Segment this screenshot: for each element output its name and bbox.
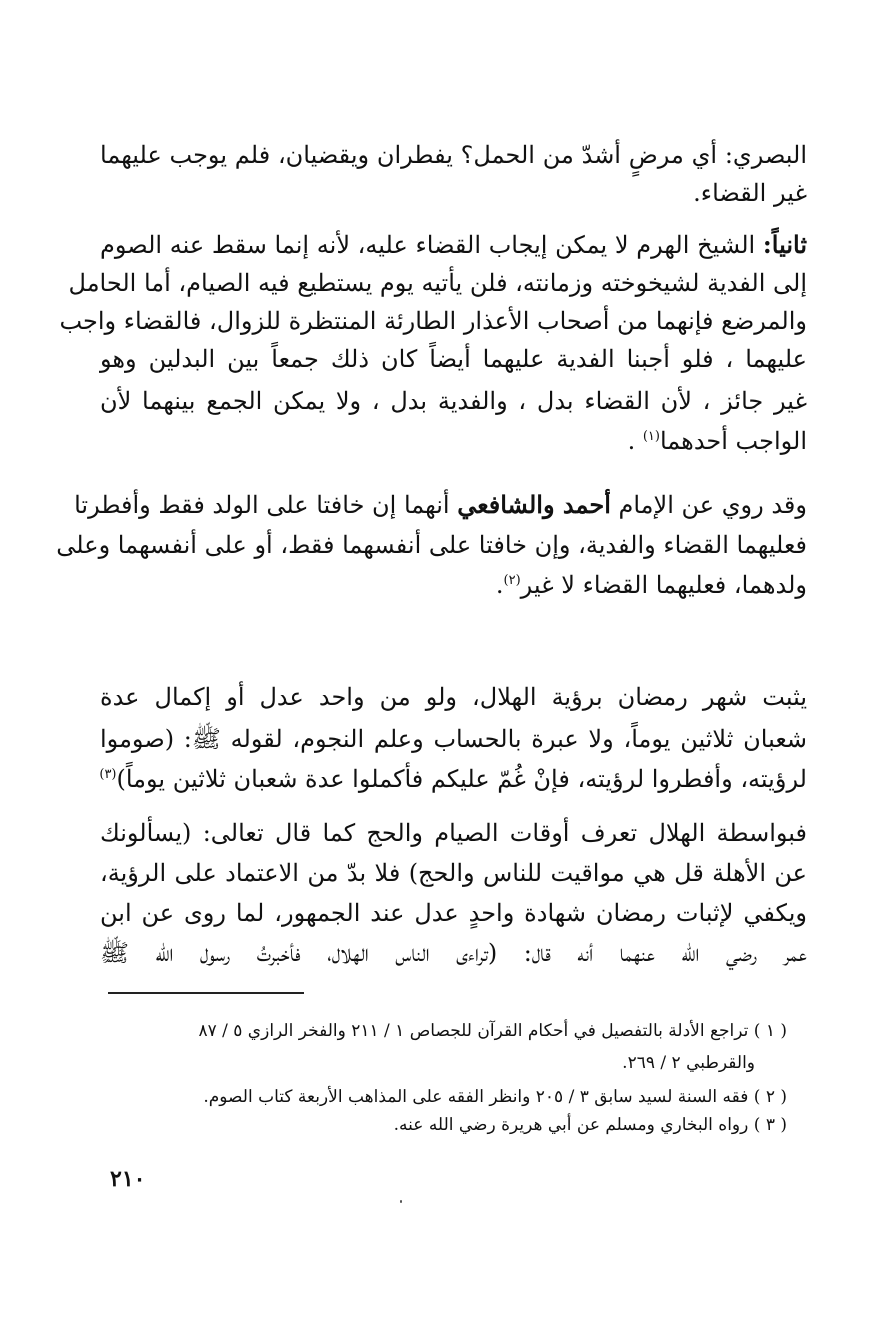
footnote-ref: (١) [642, 429, 660, 444]
section-lead: ثانياً: [762, 230, 807, 259]
body-line: ولدهما، فعليهما القضاء لا غير$^{(٢)}$. [495, 571, 807, 599]
body-line: عن الأهلة قل هي مواقيت للناس والحج) فلا بدّ من الاعتماد على الرؤية، [100, 859, 807, 887]
page-number: ٢١٠ [110, 1166, 146, 1192]
footnote: ( ٣ ) رواه البخاري ومسلم عن أبي هريرة رضي الله عنه. [393, 1115, 787, 1135]
body-line: شعبان ثلاثين يوماً، ولا عبرة بالحساب وعلم النجوم، لقوله ﷺ: (صوموا [100, 725, 807, 753]
body-line: ويكفي لإثبات رمضان شهادة واحدٍ عدل عند الجمهور، لما روى عن ابن [100, 899, 807, 927]
footnote-continuation: والقرطبي ٢ / ٢٦٩. [622, 1053, 755, 1073]
body-line: غير جائز ، لأن القضاء بدل ، والفدية بدل ، ولا يمكن الجمع بينهما لأن [100, 387, 807, 415]
footnote-separator [108, 992, 304, 994]
body-line: ثانياً: الشيخ الهرم لا يمكن إيجاب القضاء عليه، لأنه إنما سقط عنه الصوم [100, 230, 807, 259]
body-line: إلى الفدية لشيخوخته وزمانته، فلن يأتيه يوم يستطيع فيه الصيام، أما الحامل [68, 269, 807, 297]
body-line: والمرضع فإنهما من أصحاب الأعذار الطارئة المنتظرة للزوال، فالقضاء واجب [59, 307, 807, 335]
body-line: لرؤيته، وأفطروا لرؤيته، فإنْ غُمّ عليكم فأكملوا عدة شعبان ثلاثين يوماً)$^{(٣)}$ [99, 765, 807, 793]
body-line: يثبت شهر رمضان برؤية الهلال، ولو من واحد عدل أو إكمال عدة [100, 683, 807, 711]
body-line: فبواسطة الهلال تعرف أوقات الصيام والحج كما قال تعالى: (يسألونك [100, 819, 807, 847]
body-line: فعليهما القضاء والفدية، وإن خافتا على أنفسهما فقط، أو على أنفسهما وعلى [56, 531, 807, 559]
footnote-ref: (٣) [99, 767, 117, 782]
footnote: ( ١ ) تراجع الأدلة بالتفصيل في أحكام القرآن للجصاص ١ / ٢١١ والفخر الرازي ٥ / ٨٧ [198, 1021, 787, 1041]
body-line: عليهما ، فلو أجبنا الفدية عليهما أيضاً كان ذلك جمعاً بين البدلين وهو [100, 345, 807, 373]
scholar-names: أحمد والشافعي [457, 490, 611, 519]
paper-speck [400, 1200, 402, 1203]
body-line: وقد روي عن الإمام أحمد والشافعي أنهما إن خافتا على الولد فقط وأفطرتا [74, 490, 807, 519]
body-line: البصري: أي مرضٍ أشدّ من الحمل؟ يفطران ويقضيان، فلم يوجب عليهما [100, 141, 807, 169]
footnote-ref: (٢) [503, 573, 521, 588]
body-line: عمر رضي الله عنهما أنه قال: (تراءى الناس الهلال، فأخبرتُ رسول الله ﷺ [100, 939, 807, 967]
footnote: ( ٢ ) فقه السنة لسيد سابق ٣ / ٢٠٥ وانظر الفقه على المذاهب الأربعة كتاب الصوم. [203, 1087, 787, 1107]
body-line: غير القضاء. [693, 179, 807, 207]
body-line: الواجب أحدهما$^{(١)}$ . [627, 427, 807, 455]
